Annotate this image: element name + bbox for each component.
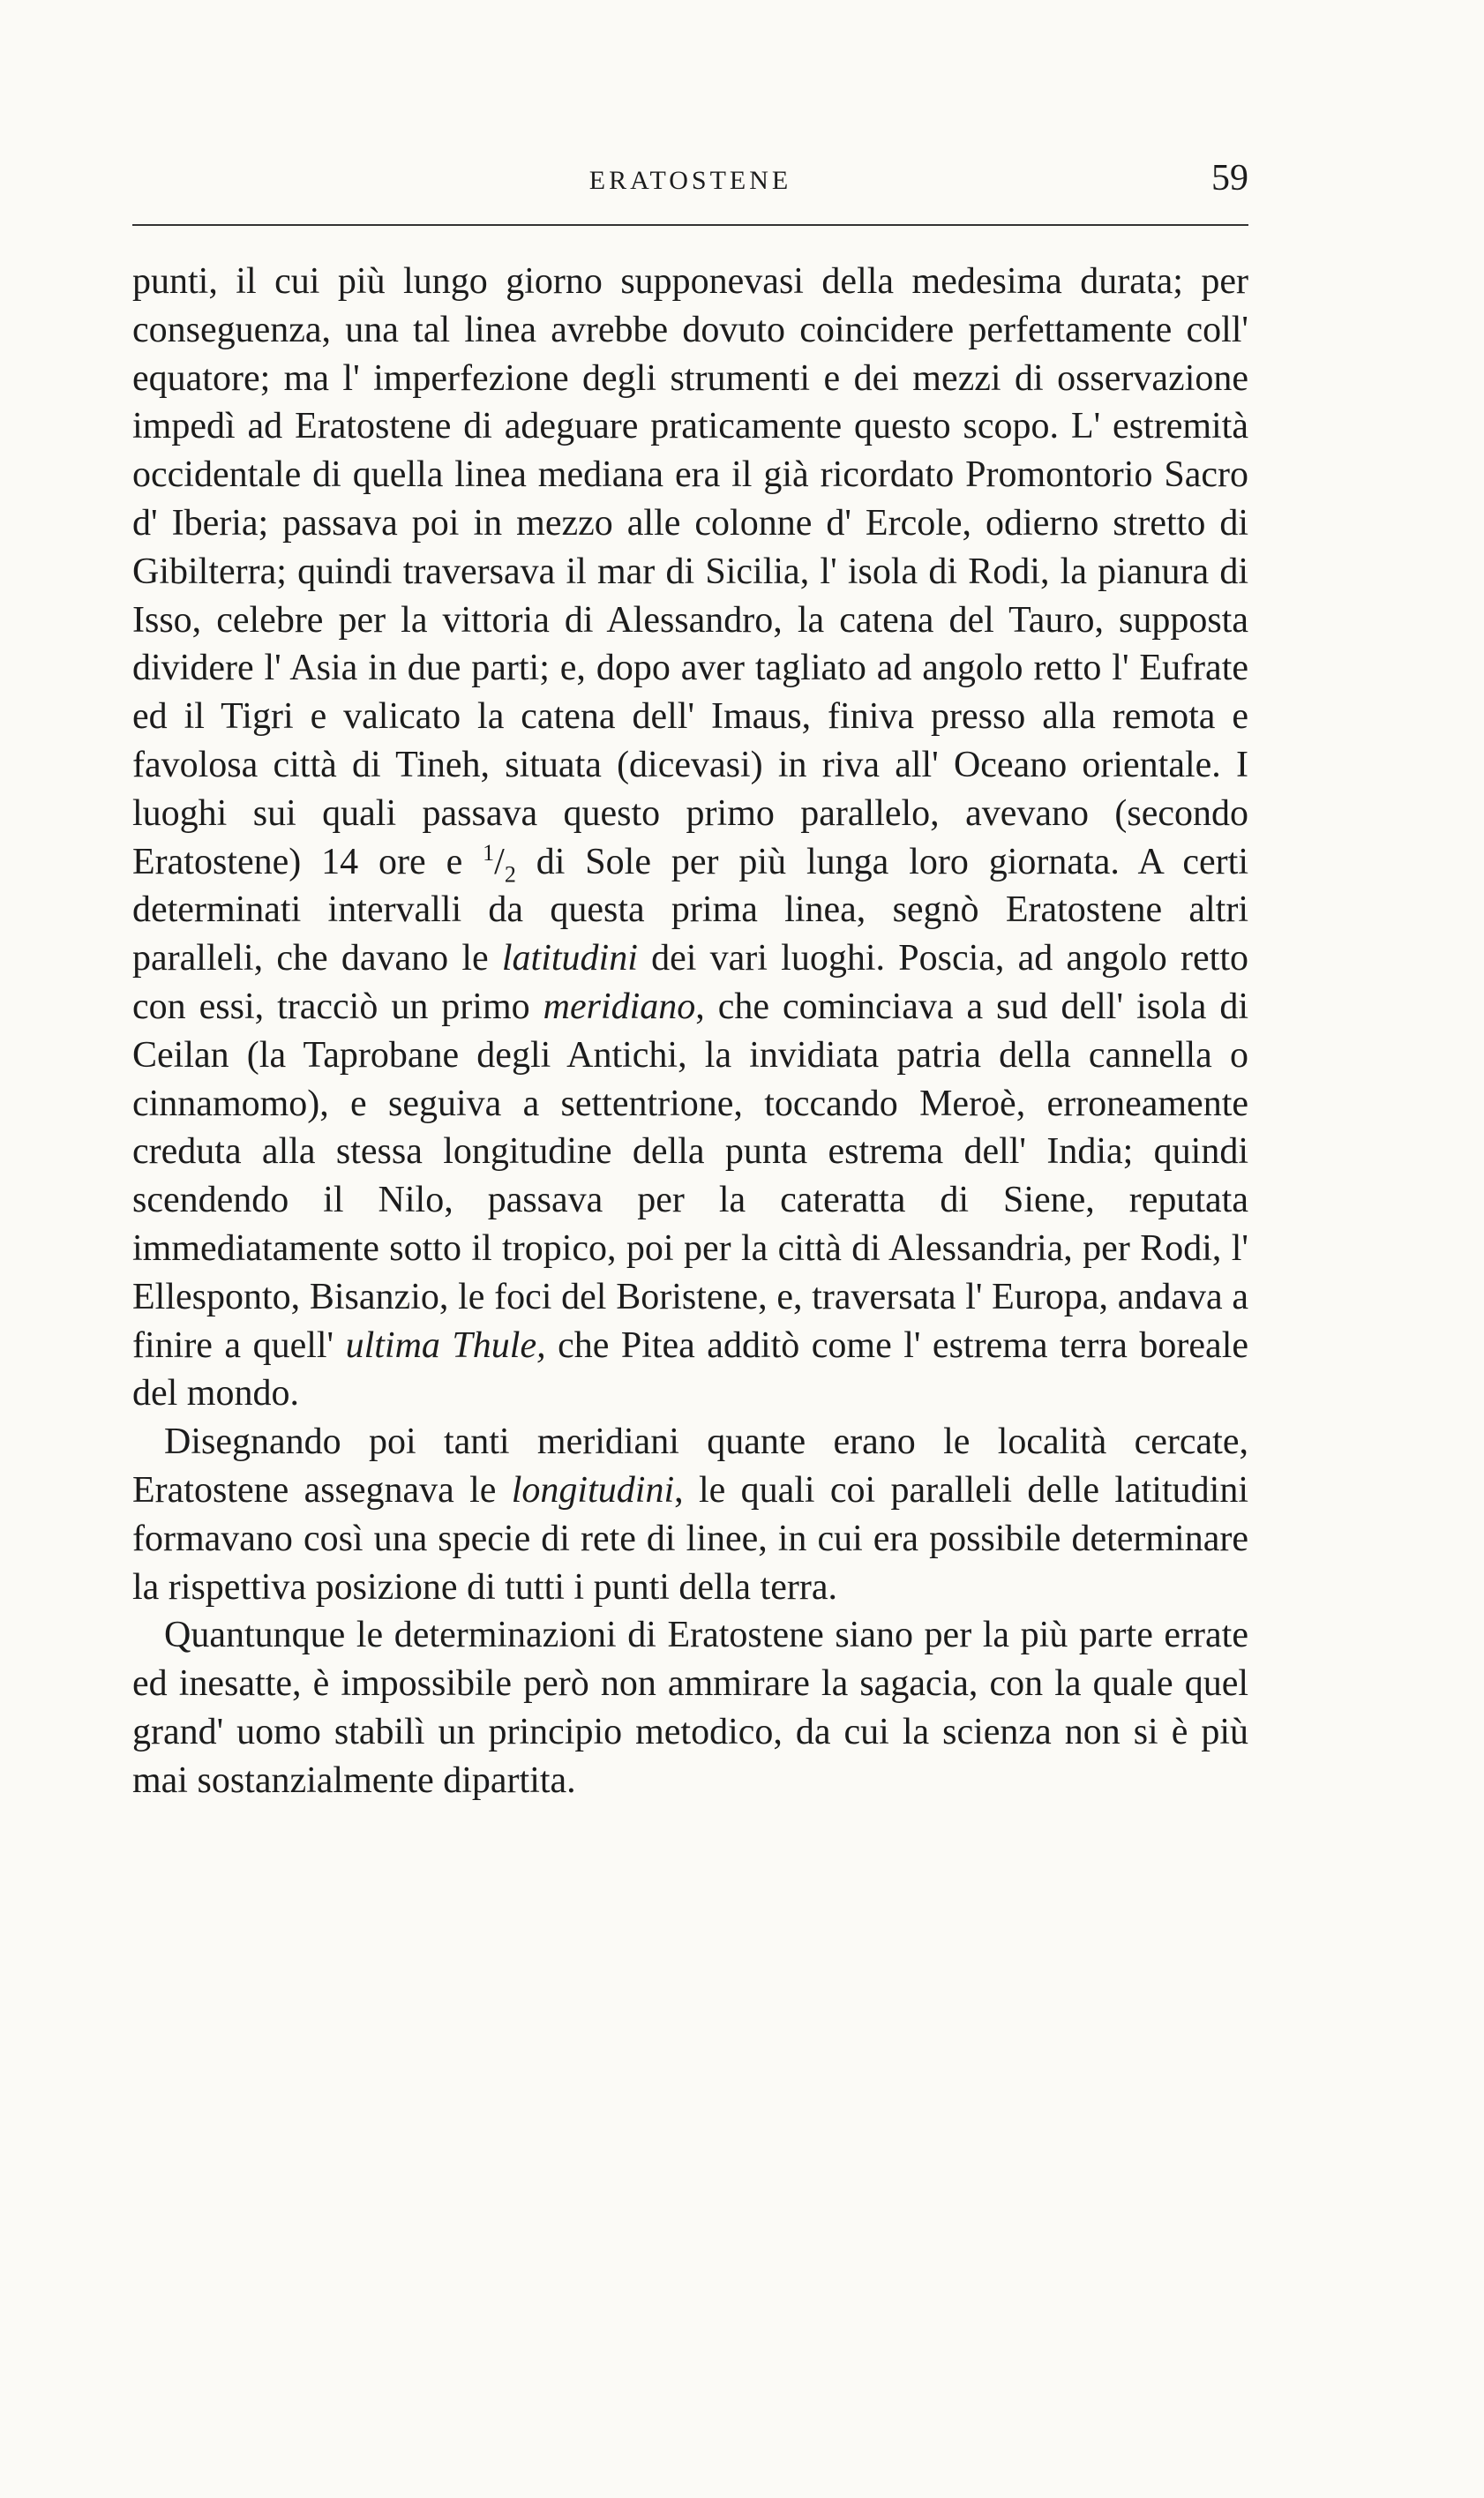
- fraction-part: 2: [504, 860, 516, 887]
- text-segment: /: [494, 841, 505, 882]
- paragraph: [132, 1418, 1248, 1611]
- text-segment: che Pitea additò come l' estrema terra boreale del mondo.: [132, 1324, 1248, 1414]
- header-rule: [132, 224, 1248, 226]
- text-segment: Disegnando poi tanti meridiani quante erano le località cercate, Eratostene assegnava le: [132, 1422, 1248, 1511]
- italic-text: longitudini: [511, 1469, 675, 1511]
- italic-text: ultima Thule,: [345, 1324, 546, 1366]
- text-segment: punti, il cui più lungo giorno supponevasi della medesima durata; per conseguenza, una tal linea avrebbe dovuto coincidere perfettamente coll' equatore; ma l' imperfezione degli strumenti e dei mezzi di osservazione impedì ad Eratostene di adeguare praticamente questo scopo. L' estremità occidentale di quella linea mediana era il già ricordato Promontorio Sacro d' Iberia; passava poi in mezzo alle colonne d' Ercole, odierno stretto di Gibilterra; quindi traversava il mar di Sicilia, l' isola di Rodi, la pianura di Isso, celebre per la vittoria di Alessandro, la catena del Tauro, supposta dividere l' Asia in due parti; e, dopo aver tagliato ad angolo retto l' Eufrate ed il Tigri e valicato la catena dell' Imaus, finiva presso alla remota e favolosa città di Tineh, situata (dicevasi) in riva all' Oceano orientale. I luoghi sui quali passava questo primo parallelo, avevano (secondo Eratostene) 14 ore e: [132, 261, 1248, 882]
- text-segment: dei vari luoghi. Poscia, ad angolo retto con essi, tracciò un primo: [132, 938, 1248, 1027]
- paragraph: [132, 1611, 1248, 1804]
- page-header: [132, 150, 1248, 203]
- italic-text: latitudini: [501, 938, 638, 979]
- text-segment: , che cominciava a sud dell' isola di Ceilan (la Taprobane degli Antichi, la invidiata patria della cannella o cinnamomo), e seguiva a settentrione, toccando Meroè, erroneamente creduta alla stessa longitudine della punta estrema dell' India; quindi scendendo il Nilo, passava per la cateratta di Siene, reputata immediatamente sotto il tropico, poi per la città di Alessandria, per Rodi, l' Ellesponto, Bisanzio, le foci del Boristene, e, traversata l' Europa, andava a finire a quell': [132, 986, 1248, 1366]
- book-page: [132, 150, 1248, 1805]
- text-segment: Quantunque le determinazioni di Eratostene siano per la più parte errate ed inesatte, è impossibile però non ammirare la sagacia, con la quale quel grand' uomo stabilì un principio metodico, da cui la scienza non si è più mai sostanzialmente dipartita.: [132, 1615, 1248, 1801]
- fraction-part: 1: [483, 839, 495, 866]
- italic-text: meridiano: [543, 986, 696, 1027]
- page-number: 59: [1211, 158, 1248, 199]
- text-segment: di Sole per più lunga loro giornata. A certi determinati intervalli da questa prima linea, segnò Eratostene altri paralleli, che davano le: [132, 841, 1248, 979]
- paragraph: [132, 258, 1248, 1418]
- running-head: ERATOSTENE: [588, 166, 792, 195]
- body-text: [132, 258, 1248, 1805]
- text-segment: , le quali coi paralleli delle latitudini formavano così una specie di rete di linee, in cui era possibile determinare la rispettiva posizione di tutti i punti della terra.: [132, 1469, 1248, 1608]
